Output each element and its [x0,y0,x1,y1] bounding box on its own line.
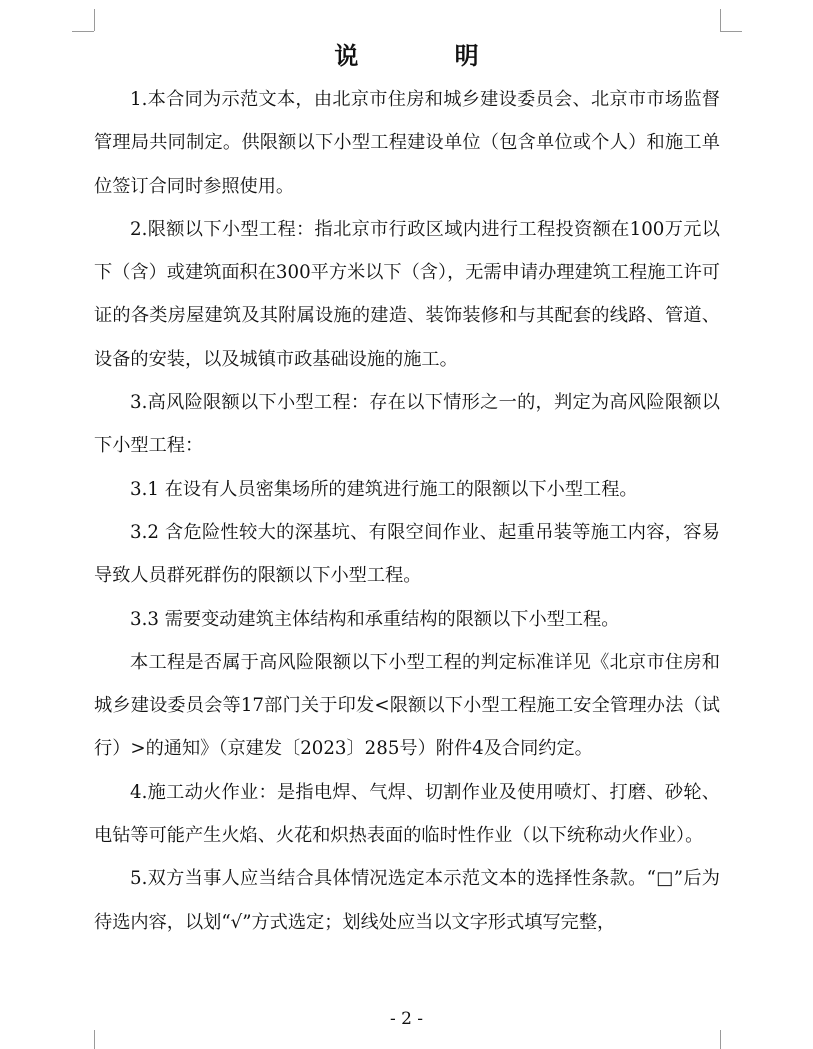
page-title: 说 明 [334,42,523,70]
page-number: - 2 - [389,1009,424,1029]
body-text [94,78,720,944]
paragraph-5: 5.双方当事人应当结合具体情况选定本示范文本的选择性条款。“□”后为待选内容，以划“√”方式选定；划线处应当以文字形式填写完整， [94,868,720,933]
crop-mark-top-right-vertical [720,9,721,31]
paragraph-3-1: 3.1 在设有人员密集场所的建筑进行施工的限额以下小型工程。 [130,478,638,500]
paragraph-4: 4.施工动火作业：是指电焊、气焊、切割作业及使用喷灯、打磨、砂轮、电钻等可能产生火焰、火花和炽热表面的临时性作业（以下统称动火作业）。 [94,781,720,847]
paragraph-2: 2.限额以下小型工程：指北京市行政区域内进行工程投资额在100万元以下（含）或建筑面积在300平方米以下（含），无需申请办理建筑工程施工许可证的各类房屋建筑及其附属设施的建造、装饰装修和与其配套的线路、管道、设备的安装，以及城镇市政基础设施的施工。 [94,218,720,370]
crop-mark-top-right-horizontal [720,31,742,32]
crop-mark-top-left-horizontal [72,31,94,32]
crop-mark-top-left-vertical [94,9,95,31]
paragraph-1: 1.本合同为示范文本，由北京市住房和城乡建设委员会、北京市市场监督管理局共同制定。供限额以下小型工程建设单位（包含单位或个人）和施工单位签订合同时参照使用。 [94,89,720,197]
paragraph-3-3: 3.3 需要变动建筑主体结构和承重结构的限额以下小型工程。 [130,608,620,630]
paragraph-3-2: 3.2 含危险性较大的深基坑、有限空间作业、起重吊装等施工内容，容易导致人员群死群伤的限额以下小型工程。 [94,521,720,587]
paragraph-standard-reference: 本工程是否属于高风险限额以下小型工程的判定标准详见《北京市住房和城乡建设委员会等17部门关于印发<限额以下小型工程施工安全管理办法（试行）>的通知》（京建发〔2023〕285号）附件4及合同约定。 [94,651,720,760]
paragraph-3: 3.高风险限额以下小型工程：存在以下情形之一的，判定为高风险限额以下小型工程： [94,392,720,457]
